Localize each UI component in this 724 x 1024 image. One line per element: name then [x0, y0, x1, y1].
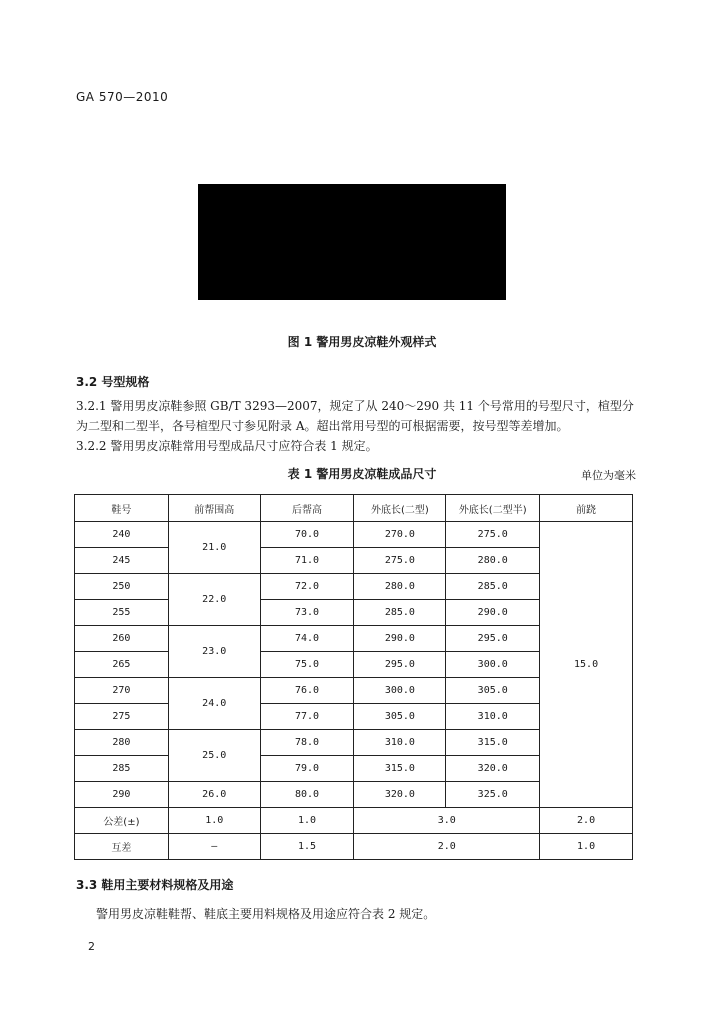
tolerance-back: 1.0 — [260, 808, 354, 834]
cell-size: 255 — [75, 600, 169, 626]
cell-front-height: 21.0 — [168, 522, 260, 574]
section-3-3-title: 3.3 鞋用主要材料规格及用途 — [76, 878, 234, 892]
cell-sole-type2-5: 315.0 — [446, 730, 540, 756]
cell-back-height: 72.0 — [260, 574, 354, 600]
cell-front-height: 22.0 — [168, 574, 260, 626]
cell-sole-type2: 285.0 — [354, 600, 446, 626]
page-number: 2 — [88, 940, 95, 953]
table-header-row — [75, 495, 633, 522]
col-header-front-height: 前帮围高 — [168, 495, 260, 522]
cell-sole-type2-5: 300.0 — [446, 652, 540, 678]
mutual-diff-sole: 2.0 — [354, 834, 540, 860]
cell-back-height: 76.0 — [260, 678, 354, 704]
cell-sole-type2: 310.0 — [354, 730, 446, 756]
cell-sole-type2: 270.0 — [354, 522, 446, 548]
col-header-back-height: 后帮高 — [260, 495, 354, 522]
cell-sole-type2-5: 325.0 — [446, 782, 540, 808]
redacted-figure-image — [198, 184, 506, 300]
cell-sole-type2: 280.0 — [354, 574, 446, 600]
cell-back-height: 75.0 — [260, 652, 354, 678]
mutual-diff-row — [75, 834, 633, 860]
mutual-diff-label: 互差 — [75, 834, 169, 860]
cell-sole-type2: 290.0 — [354, 626, 446, 652]
cell-size: 250 — [75, 574, 169, 600]
shoe-size-table — [74, 494, 633, 860]
cell-back-height: 74.0 — [260, 626, 354, 652]
tolerance-label: 公差(±) — [75, 808, 169, 834]
cell-back-height: 79.0 — [260, 756, 354, 782]
col-header-size: 鞋号 — [75, 495, 169, 522]
col-header-sole-length-type2: 外底长(二型) — [354, 495, 446, 522]
cell-size: 290 — [75, 782, 169, 808]
cell-size: 280 — [75, 730, 169, 756]
cell-size: 270 — [75, 678, 169, 704]
cell-size: 245 — [75, 548, 169, 574]
cell-sole-type2-5: 305.0 — [446, 678, 540, 704]
cell-sole-type2-5: 280.0 — [446, 548, 540, 574]
cell-size: 260 — [75, 626, 169, 652]
cell-sole-type2: 305.0 — [354, 704, 446, 730]
section-3-2-title: 3.2 号型规格 — [76, 375, 150, 389]
cell-back-height: 77.0 — [260, 704, 354, 730]
cell-back-height: 73.0 — [260, 600, 354, 626]
cell-sole-type2-5: 285.0 — [446, 574, 540, 600]
document-id: GA 570—2010 — [76, 90, 169, 104]
tolerance-row — [75, 808, 633, 834]
cell-front-height: 23.0 — [168, 626, 260, 678]
table-1-unit: 单位为毫米 — [581, 469, 636, 482]
mutual-diff-toe: 1.0 — [540, 834, 633, 860]
col-header-sole-length-type2-5: 外底长(二型半) — [446, 495, 540, 522]
cell-sole-type2-5: 295.0 — [446, 626, 540, 652]
cell-back-height: 78.0 — [260, 730, 354, 756]
cell-front-height: 25.0 — [168, 730, 260, 782]
mutual-diff-front: — — [168, 834, 260, 860]
cell-toe-spring: 15.0 — [540, 522, 633, 808]
cell-front-height: 26.0 — [168, 782, 260, 808]
cell-back-height: 70.0 — [260, 522, 354, 548]
cell-sole-type2-5: 320.0 — [446, 756, 540, 782]
cell-back-height: 71.0 — [260, 548, 354, 574]
cell-sole-type2: 315.0 — [354, 756, 446, 782]
tolerance-toe: 2.0 — [540, 808, 633, 834]
paragraph-3-3: 警用男皮凉鞋鞋帮、鞋底主要用料规格及用途应符合表 2 规定。 — [96, 907, 436, 921]
cell-back-height: 80.0 — [260, 782, 354, 808]
mutual-diff-back: 1.5 — [260, 834, 354, 860]
cell-sole-type2-5: 290.0 — [446, 600, 540, 626]
paragraph-3-2-2: 3.2.2 警用男皮凉鞋常用号型成品尺寸应符合表 1 规定。 — [76, 439, 378, 453]
cell-sole-type2: 295.0 — [354, 652, 446, 678]
tolerance-front: 1.0 — [168, 808, 260, 834]
figure-caption: 图 1 警用男皮凉鞋外观样式 — [287, 335, 437, 349]
cell-front-height: 24.0 — [168, 678, 260, 730]
tolerance-sole: 3.0 — [354, 808, 540, 834]
cell-sole-type2-5: 275.0 — [446, 522, 540, 548]
cell-sole-type2: 275.0 — [354, 548, 446, 574]
cell-sole-type2: 320.0 — [354, 782, 446, 808]
col-header-toe-spring: 前跷 — [540, 495, 633, 522]
cell-sole-type2-5: 310.0 — [446, 704, 540, 730]
cell-size: 240 — [75, 522, 169, 548]
cell-size: 285 — [75, 756, 169, 782]
table-row — [75, 522, 633, 548]
cell-size: 265 — [75, 652, 169, 678]
cell-size: 275 — [75, 704, 169, 730]
table-1-caption: 表 1 警用男皮凉鞋成品尺寸 — [287, 467, 437, 481]
cell-sole-type2: 300.0 — [354, 678, 446, 704]
paragraph-3-2-1: 3.2.1 警用男皮凉鞋参照 GB/T 3293—2007，规定了从 240～290 共 11 个号常用的号型尺寸，楦型分为二型和二型半，各号楦型尺寸参见附录 A。超出常用号型的可根据需要，按号型等差增加。 — [76, 399, 634, 433]
